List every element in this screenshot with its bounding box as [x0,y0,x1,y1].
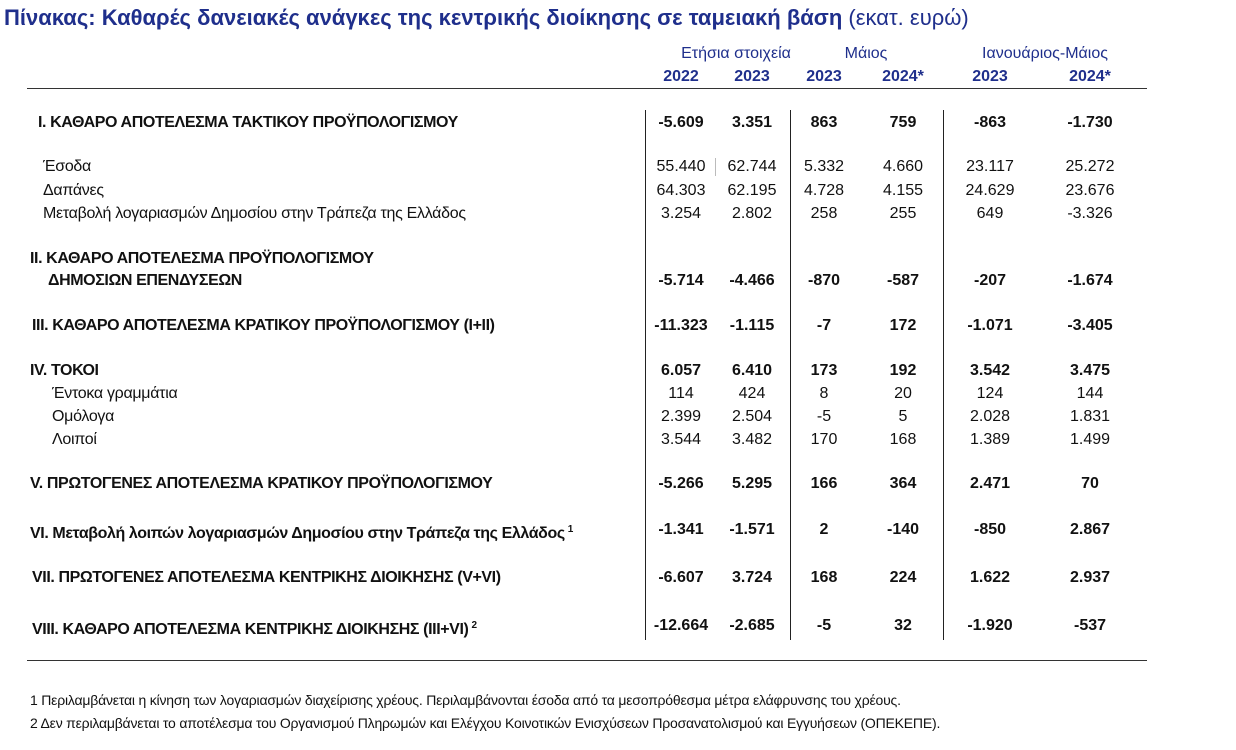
cell-value: 4.660 [882,158,924,175]
footnote-marker: 1 [567,524,573,535]
cell-value: 192 [889,362,917,379]
cell-value: 424 [738,385,766,402]
cell-value: 5.295 [731,475,773,492]
row-label-text: Έσοδα [43,158,91,175]
cell-value: 863 [810,114,838,131]
cell-value: 6.410 [731,362,773,379]
cell-value: 364 [889,475,917,492]
row-label [30,473,492,495]
cell-value: -207 [973,272,1007,289]
cell-value: -5 [816,617,832,634]
cell-value: -6.607 [658,569,704,586]
cell-value: 124 [976,385,1004,402]
cell-value: 3.351 [731,114,773,131]
cell-value: 258 [810,205,838,222]
cell-value: -5.714 [658,272,704,289]
row-label [32,315,495,337]
cell-value: -1.341 [658,521,704,538]
row-label-text: VIII. ΚΑΘΑΡΟ ΑΠΟΤΕΛΕΣΜΑ ΚΕΝΤΡΙΚΗΣ ΔΙΟΙΚΗΣΗΣ (III+VI) [32,621,469,638]
cell-value: 3.724 [731,569,773,586]
cell-value: 2.028 [969,408,1011,425]
row-label [30,519,573,545]
cell-value: 144 [1076,385,1104,402]
table-row [0,567,1236,589]
title-unit: (εκατ. ευρώ) [848,5,969,30]
cell-value: -1.571 [729,521,775,538]
cell-value: 55.440 [656,158,706,175]
cell-value: 759 [889,114,917,131]
row-label [43,156,91,178]
cell-value: -537 [1073,617,1107,634]
row-label-text: I. ΚΑΘΑΡΟ ΑΠΟΤΕΛΕΣΜΑ ΤΑΚΤΙΚΟΥ ΠΡΟΫΠΟΛΟΓΙΣΜΟΥ [38,114,458,131]
table-row [0,360,1236,382]
cell-value: -3.326 [1067,205,1113,222]
row-label-text: Δαπάνες [43,182,104,199]
cell-value: -2.685 [729,617,775,634]
row-label [32,567,501,589]
cell-value: 168 [889,431,917,448]
row-label-text: Έντοκα γραμμάτια [52,385,178,402]
cell-value: 62.195 [727,182,777,199]
cell-value: 3.475 [1069,362,1111,379]
cell-value: 2.802 [731,205,773,222]
row-label-text: II. ΚΑΘΑΡΟ ΑΠΟΤΕΛΕΣΜΑ ΠΡΟΫΠΟΛΟΓΙΣΜΟΥ [30,250,374,267]
cell-value: 23.676 [1065,182,1115,199]
table-bottom-rule [27,660,1147,661]
header-group-may: Μάιος [844,45,888,62]
cell-value: 1.389 [969,431,1011,448]
header-group-jan-may: Ιανουάριος-Μάιος [982,45,1108,62]
table-row [0,519,1236,541]
cell-value: 2.399 [660,408,702,425]
row-label-text: IV. ΤΟΚΟΙ [30,362,99,379]
cell-value: 5.332 [803,158,845,175]
header-divider [27,88,1147,89]
cell-value: 25.272 [1065,158,1115,175]
cell-value: 170 [810,431,838,448]
row-label [32,615,477,641]
footnote-marker: 2 [471,620,477,631]
cell-value: 1.622 [969,569,1011,586]
row-label-text: VII. ΠΡΩΤΟΓΕΝΕΣ ΑΠΟΤΕΛΕΣΜΑ ΚΕΝΤΡΙΚΗΣ ΔΙΟΙΚΗΣΗΣ (V+VI) [32,569,501,586]
row-label [38,112,458,134]
cell-value: 2 [819,521,829,538]
cell-value: 3.542 [969,362,1011,379]
cell-value: 32 [894,617,912,634]
cell-value: -850 [973,521,1007,538]
cell-value: 24.629 [965,182,1015,199]
table-row [0,203,1236,225]
header-year: 2023 [806,68,842,85]
cell-value: 62.744 [727,158,777,175]
table-row [0,473,1236,495]
header-year: 2022 [663,68,699,85]
cell-value: -5 [816,408,832,425]
cell-value: 224 [889,569,917,586]
cell-value: 255 [889,205,917,222]
cell-value: 166 [810,475,838,492]
table-row [0,315,1236,337]
cell-value: 70 [1081,475,1099,492]
cell-value: -5.609 [658,114,704,131]
header-year: 2023 [734,68,770,85]
cell-value: -1.674 [1067,272,1113,289]
cell-value: 173 [810,362,838,379]
cell-value: -1.730 [1067,114,1113,131]
row-label-text: V. ΠΡΩΤΟΓΕΝΕΣ ΑΠΟΤΕΛΕΣΜΑ ΚΡΑΤΙΚΟΥ ΠΡΟΫΠΟΛΟΓΙΣΜΟΥ [30,475,493,492]
table-row [0,248,1236,289]
table-row [0,615,1236,637]
table-row [0,156,1236,178]
row-label-text: Μεταβολή λογαριασμών Δημοσίου στην Τράπεζα της Ελλάδος [43,205,466,222]
table-row [0,429,1236,451]
header-year: 2023 [972,68,1008,85]
cell-value: 8 [819,385,829,402]
header-year: 2024* [882,68,924,85]
cell-value: -12.664 [653,617,709,634]
cell-value: 4.728 [803,182,845,199]
cell-value: -3.405 [1067,317,1113,334]
row-label [43,180,104,202]
row-label [52,406,114,428]
cell-value: 4.155 [882,182,924,199]
cell-value: 1.499 [1069,431,1111,448]
header-group-annual: Ετήσια στοιχεία [681,45,791,62]
cell-value: 20 [894,385,912,402]
cell-value: 649 [976,205,1004,222]
cell-value: -870 [807,272,841,289]
cell-value: -1.115 [729,317,775,334]
cell-value: 2.867 [1069,521,1111,538]
table-row [0,383,1236,405]
cell-value: 114 [668,385,694,402]
table-row [0,406,1236,428]
cell-value: -11.323 [654,317,708,334]
header-year: 2024* [1069,68,1111,85]
cell-value: -4.466 [729,272,775,289]
cell-value: -7 [816,317,832,334]
cell-value: -5.266 [658,475,704,492]
cell-value: 5 [898,408,908,425]
cell-value: 2.937 [1069,569,1111,586]
row-label [43,203,466,225]
cell-value: 3.254 [660,205,702,222]
footnote-2: 2 Δεν περιλαμβάνεται το αποτέλεσμα του Οργανισμού Πληρωμών και Ελέγχου Κοινοτικών Ενισχύσεων Προσανατολισμού και Εγγυήσεων (ΟΠΕΚΕΠΕ). [30,715,941,731]
cell-value: 1.831 [1069,408,1111,425]
cell-value: 23.117 [966,158,1014,175]
row-label-text: Ομόλογα [52,408,115,425]
cell-value: 172 [889,317,917,334]
cell-value: 2.504 [731,408,773,425]
row-label [30,360,99,382]
row-label-text: III. ΚΑΘΑΡΟ ΑΠΟΤΕΛΕΣΜΑ ΚΡΑΤΙΚΟΥ ΠΡΟΫΠΟΛΟΓΙΣΜΟΥ (I+II) [32,317,495,334]
row-label [52,383,177,405]
cell-value: 3.544 [660,431,702,448]
table-row [0,112,1236,134]
cell-value: -587 [886,272,920,289]
cell-value: 2.471 [969,475,1011,492]
row-label [52,429,97,451]
cell-value: 6.057 [660,362,702,379]
title-main: Πίνακας: Καθαρές δανειακές ανάγκες της κεντρικής διοίκησης σε ταμειακή βάση [4,5,843,30]
footnote-1: 1 Περιλαμβάνεται η κίνηση των λογαριασμών διαχείρισης χρέους. Περιλαμβάνονται έσοδα από τα μεσοπρόθεσμα μέτρα ελάφρυνσης του χρέους. [30,692,901,708]
cell-value: 168 [810,569,838,586]
cell-value: -140 [886,521,920,538]
cell-value: -863 [973,114,1007,131]
table-row [0,180,1236,202]
row-label [30,248,374,270]
cell-value: 3.482 [731,431,773,448]
cell-value: -1.071 [967,317,1013,334]
row-label-continued: ΔΗΜΟΣΙΩΝ ΕΠΕΝΔΥΣΕΩΝ [48,272,242,289]
cell-value: -1.920 [967,617,1013,634]
row-label-text: VI. Μεταβολή λοιπών λογαριασμών Δημοσίου στην Τράπεζα της Ελλάδος [30,525,565,542]
cell-value: 64.303 [656,182,706,199]
page-title [4,3,1234,33]
row-label-text: Λοιποί [52,431,97,448]
